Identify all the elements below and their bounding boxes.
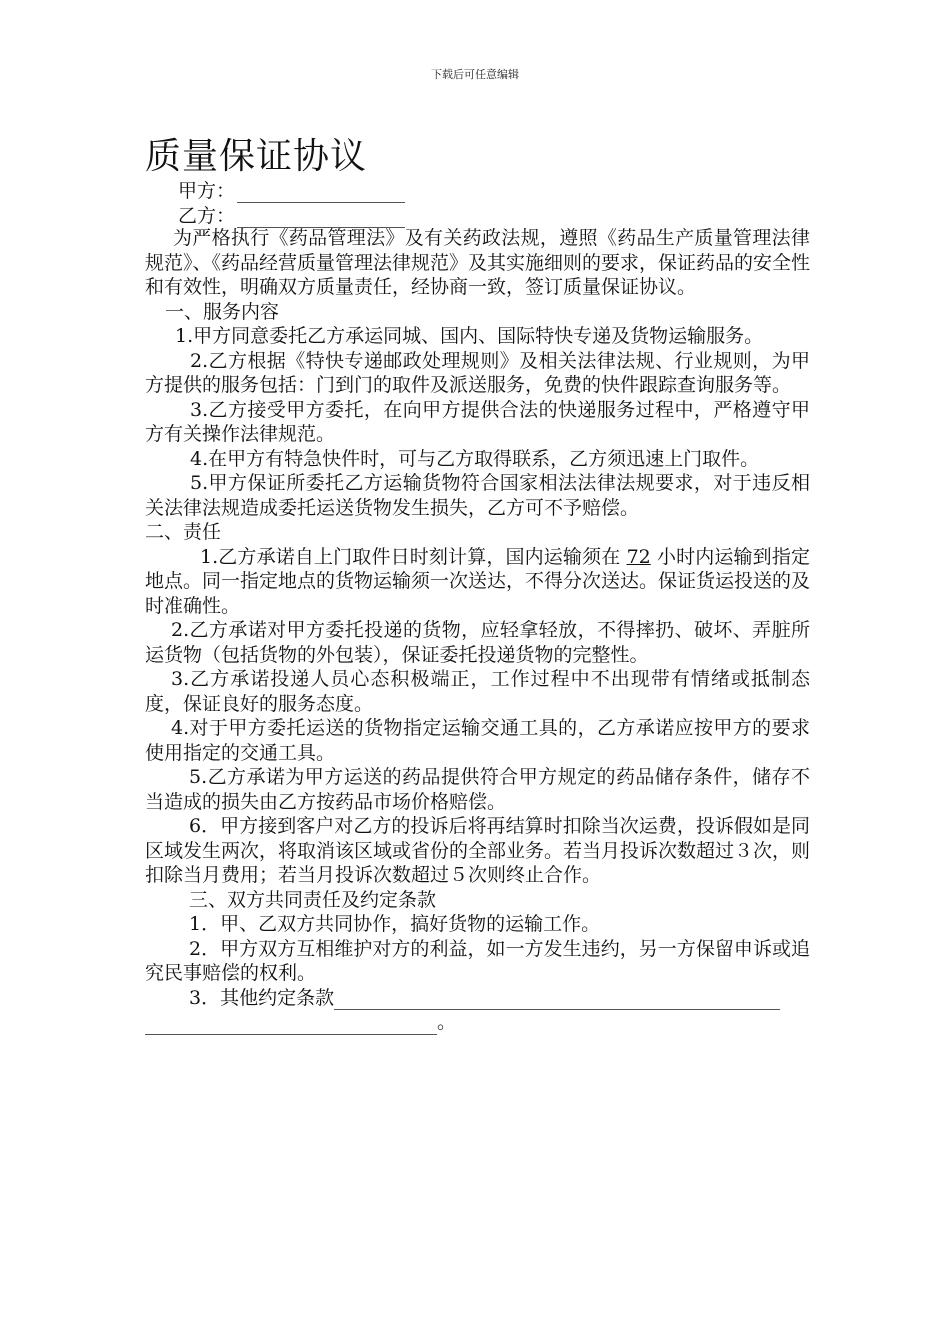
party-b-line	[178, 201, 405, 228]
other-terms-blank-continued[interactable]	[145, 1017, 437, 1035]
section-1-item: 4.在甲方有特急快件时，可与乙方取得联系，乙方须迅速上门取件。	[190, 447, 760, 470]
section-2-item-1-post: 小时内运输到指定地点。同一指定地点的货物运输须一次送达，不得分次送达。保证货运投送的及时准确性。	[145, 545, 811, 617]
section-1-item: 3.乙方接受甲方委托，在向甲方提供合法的快递服务过程中，严格遵守甲方有关操作法律规范。	[145, 398, 810, 445]
agreement-body	[145, 226, 810, 1035]
section-1-item: 2.乙方根据《特快专递邮政处理规则》及相关法律法规、行业规则，为甲方提供的服务包括：门到门的取件及派送服务，免费的快件跟踪查询服务等。	[145, 349, 810, 396]
section-2-item-1-pre: 1.乙方承诺自上门取件日时刻计算，国内运输须在	[200, 545, 621, 568]
section-2-item: 5.乙方承诺为甲方运送的药品提供符合甲方规定的药品储存条件，储存不当造成的损失由乙方按药品市场价格赔偿。	[145, 766, 810, 813]
section-2-item: 3.乙方承诺投递人员心态积极端正，工作过程中不出现带有情绪或抵制态度，保证良好的服务态度。	[145, 668, 810, 715]
section-2-heading: 二、责任	[145, 521, 222, 543]
page-header: 下载后可任意编辑	[431, 68, 519, 81]
section-3-item: 2．甲方双方互相维护对方的利益，如一方发生违约，另一方保留申诉或追究民事赔偿的权利。	[145, 937, 810, 984]
section-1-item: 5.甲方保证所委托乙方运输货物符合国家相法法律法规要求，对于违反相关法律法规造成委托运送货物发生损失，乙方可不予赔偿。	[145, 472, 810, 519]
section-2-item: 2.乙方承诺对甲方委托投递的货物，应轻拿轻放，不得摔扔、破坏、弄脏所运货物（包括货物的外包装），保证委托投递货物的完整性。	[145, 619, 810, 666]
section-3-item-continued	[145, 1010, 810, 1035]
section-2-item: 4.对于甲方委托运送的货物指定运输交通工具的，乙方承诺应按甲方的要求使用指定的交通工具。	[145, 717, 810, 764]
party-a-line	[178, 176, 405, 203]
section-1-heading: 一、服务内容	[165, 300, 280, 323]
intro-paragraph: 为严格执行《药品管理法》及有关药政法规，遵照《药品生产质量管理法律规范》、《药品经营质量管理法律规范》及其实施细则的要求，保证药品的安全性和有效性，明确双方质量责任，经协商一致，签订质量保证协议。	[145, 227, 811, 298]
section-3-heading: 三、双方共同责任及约定条款	[189, 888, 437, 911]
section-1-item: 1.甲方同意委托乙方承运同城、国内、国际特快专递及货物运输服务。	[175, 325, 764, 347]
document-title: 质量保证协议	[145, 136, 368, 177]
party-a-label: 甲方：	[178, 180, 236, 202]
other-terms-blank[interactable]	[334, 992, 780, 1010]
section-2-item	[145, 545, 810, 619]
party-b-label: 乙方：	[178, 205, 236, 227]
section-2-item: 6．甲方接到客户对乙方的投诉后将再结算时扣除当次运费，投诉假如是同区域发生两次，将取消该区域或省份的全部业务。若当月投诉次数超过３次，则扣除当月费用；若当月投诉次数超过５次则终止合作。	[145, 815, 811, 886]
other-terms-label: 3．其他约定条款	[189, 986, 335, 1009]
section-3-item	[145, 986, 810, 1011]
transport-hours-value: 72	[626, 545, 651, 568]
closing-mark: 。	[437, 1011, 457, 1033]
section-3-item: 1．甲、乙双方共同协作，搞好货物的运输工作。	[189, 913, 601, 935]
